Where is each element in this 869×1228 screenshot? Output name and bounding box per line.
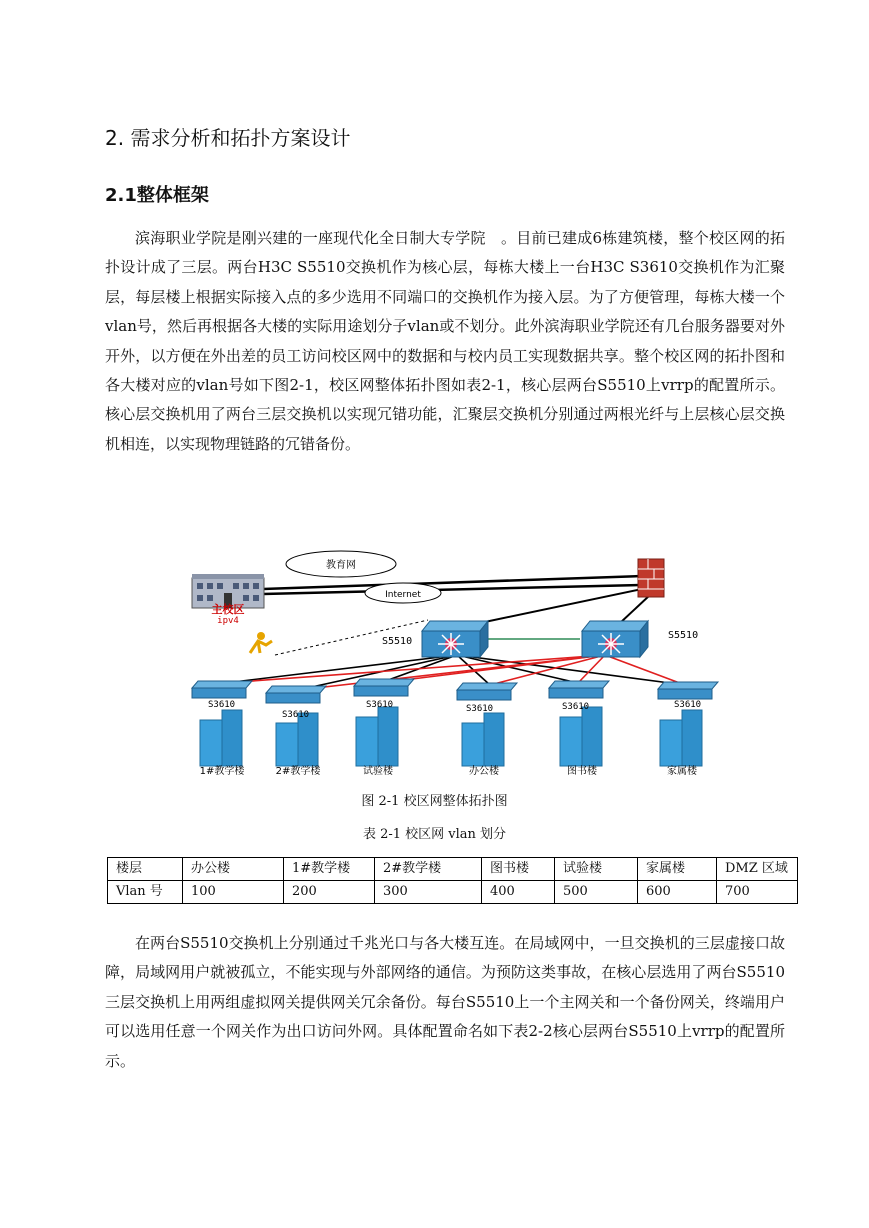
building-1-name: 1#教学楼 <box>199 766 245 777</box>
config-paragraph: 在两台S5510交换机上分别通过千兆光口与各大楼互连。在局域网中，一旦交换机的三层虚接口故障，局域网用户就被孤立，不能实现与外部网络的通信。为预防这类事故，在核心层选用了两台S5510三层交换机上用两组虚拟网关提供网关冗余备份。每台S5510上一个主网关和一个备份网关，终端用户可以选用任意一个网关作为出口访问外网。具体配置命名如下表2-2核心层两台S5510上vrrp的配置所示。 <box>105 934 785 1070</box>
link-firewall-core-right <box>620 595 650 623</box>
link-firewall-core-left <box>480 589 642 623</box>
building-5 <box>549 681 609 777</box>
table-cell: 400 <box>482 881 555 904</box>
table-cell: 楼层 <box>108 858 183 881</box>
table-cell: 试验楼 <box>555 858 638 881</box>
building-4 <box>457 683 517 777</box>
user-icon <box>250 632 272 653</box>
building-2 <box>266 686 326 777</box>
section-heading: 2. 需求分析和拓扑方案设计 <box>105 126 351 150</box>
building-2-switch: S3610 <box>282 710 310 720</box>
topology-diagram <box>180 545 720 780</box>
core-switch-left-icon <box>422 621 488 657</box>
campus-label: 主校区 <box>211 603 245 616</box>
building-6-switch: S3610 <box>674 700 702 710</box>
table-cell: 200 <box>284 881 375 904</box>
building-2-name: 2#教学楼 <box>275 766 321 777</box>
intro-paragraph: 滨海职业学院是刚兴建的一座现代化全日制大专学院 。目前已建成6栋建筑楼，整个校区网的拓扑设计成了三层。两台H3C S5510交换机作为核心层，每栋大楼上一台H3C S3610交换机作为汇聚层，每层楼上根据实际接入点的多少选用不同端口的交换机作为接入层。为了方便管理，每栋大楼一个vlan号，然后再根据各大楼的实际用途划分子vlan或不划分。此外滨海职业学院还有几台服务器要对外开外，以方便在外出差的员工访问校区网中的数据和与校内员工实现数据共享。整个校区网的拓扑图和各大楼对应的vlan号如下图2-1，校区网整体拓扑图如表2-1，核心层两台S5510上vrrp的配置所示。核心层交换机用了两台三层交换机以实现冗错功能，汇聚层交换机分别通过两根光纤与上层核心层交换机相连，以实现物理链路的冗错备份。 <box>105 229 785 453</box>
subsection-heading: 2.1整体框架 <box>105 185 209 206</box>
links-core-right <box>225 655 685 690</box>
core-right-label: S5510 <box>668 630 699 641</box>
cloud-internet-label: Internet <box>385 590 421 600</box>
campus-sub: ipv4 <box>217 616 239 626</box>
building-3 <box>354 679 414 777</box>
table-cell: 100 <box>183 881 284 904</box>
table-cell: 700 <box>717 881 798 904</box>
table-row <box>108 858 798 881</box>
table-cell: 300 <box>375 881 482 904</box>
building-3-switch: S3610 <box>366 700 394 710</box>
figure-caption: 图 2-1 校区网整体拓扑图 <box>361 794 508 809</box>
building-5-switch: S3610 <box>562 702 590 712</box>
building-1 <box>192 681 252 777</box>
table-cell: 家属楼 <box>638 858 717 881</box>
building-3-name: 试验楼 <box>363 766 393 777</box>
table-cell: 2#教学楼 <box>375 858 482 881</box>
table-cell: Vlan 号 <box>108 881 183 904</box>
table-cell: 办公楼 <box>183 858 284 881</box>
building-5-name: 图书楼 <box>567 766 597 777</box>
firewall-icon <box>638 559 664 597</box>
building-1-switch: S3610 <box>208 700 236 710</box>
table-cell: 600 <box>638 881 717 904</box>
building-6-name: 家属楼 <box>667 766 697 777</box>
core-switch-right-icon <box>582 621 648 657</box>
table-cell: 1#教学楼 <box>284 858 375 881</box>
building-4-name: 办公楼 <box>469 766 499 777</box>
cloud-edu-label: 教育网 <box>326 560 356 571</box>
table-row <box>108 881 798 904</box>
table-cell: 500 <box>555 881 638 904</box>
vlan-table <box>107 857 798 904</box>
building-4-switch: S3610 <box>466 704 494 714</box>
table-cell: 图书楼 <box>482 858 555 881</box>
core-left-label: S5510 <box>382 636 413 647</box>
table-caption: 表 2-1 校区网 vlan 划分 <box>362 827 507 842</box>
building-6 <box>658 682 718 777</box>
table-cell: DMZ 区域 <box>717 858 798 881</box>
